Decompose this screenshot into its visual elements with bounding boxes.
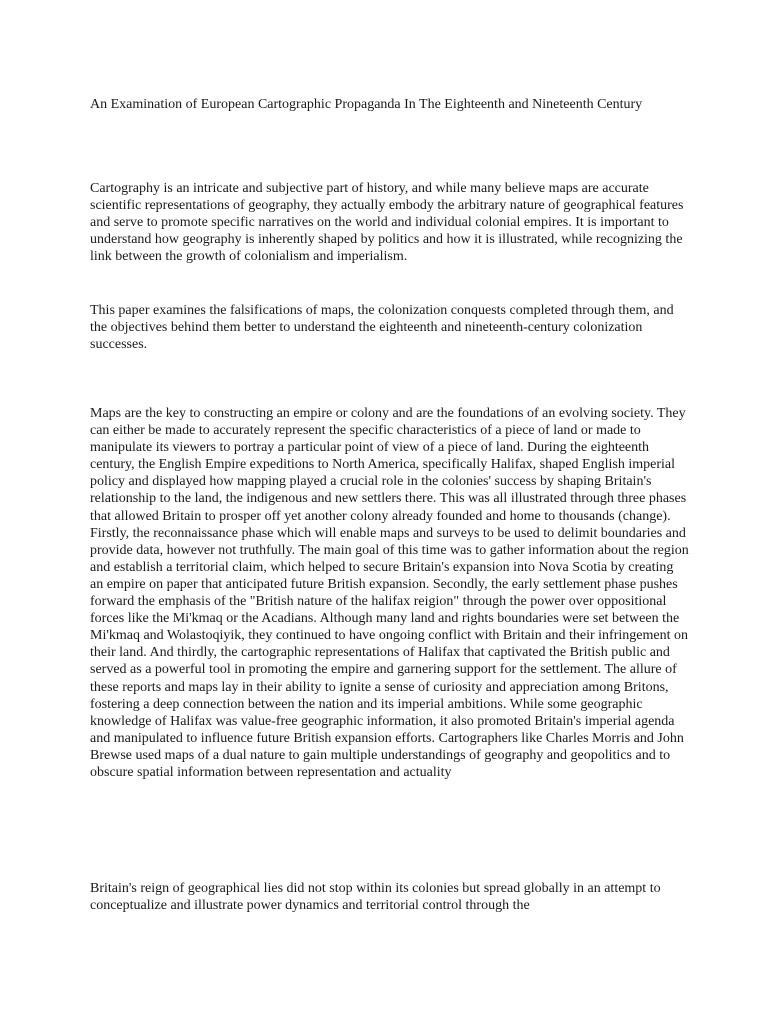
paragraph-introduction: Cartography is an intricate and subjective part of history, and while many believe maps are accurate scientific representations of geography, they actually embody the arbitrary nature of geographical features and serve to promote specific narratives on the world and individual colonial empires. It is important to understand how geography is inherently shaped by politics and how it is illustrated, while recognizing the link between the growth of colonialism and imperialism. bbox=[90, 181, 684, 265]
document-title: An Examination of European Cartographic Propaganda In The Eighteenth and Nineteenth Century bbox=[90, 97, 643, 112]
paragraph-global-lies: Britain's reign of geographical lies did not stop within its colonies but spread globally in an attempt to conceptualize and illustrate power dynamics and territorial control through the bbox=[90, 881, 661, 914]
paragraph-purpose: This paper examines the falsifications of maps, the colonization conquests completed through them, and the objectives behind them better to understand the eighteenth and nineteenth-century colonization successes. bbox=[90, 303, 674, 353]
paragraph-halifax-maps: Maps are the key to constructing an empire or colony and are the foundations of an evolving society. They can either be made to accurately represent the specific characteristics of a piece of land or made to manipulate its viewers to portray a particular point of view of a piece of land. During the eighteenth century, the English Empire expeditions to North America, specifically Halifax, shaped English imperial policy and displayed how mapping played a crucial role in the colonies' success by shaping Britain's relationship to the land, the indigenous and new settlers there. This was all illustrated through three phases that allowed Britain to prosper off yet another colony already founded and home to thousands (change). Firstly, the reconnaissance phase which will enable maps and surveys to be used to delimit boundaries and provide data, however not truthfully. The main goal of this time was to gather information about the region and establish a territorial claim, which helped to secure Britain's expansion into Nova Scotia by creating an empire on paper that anticipated future British expansion. Secondly, the early settlement phase pushes forward the emphasis of the "British nature of the halifax reigion" through the power over oppositional forces like the Mi'kmaq or the Acadians. Although many land and rights boundaries were set between the Mi'kmaq and Wolastoqiyik, they continued to have ongoing conflict with Britain and their infringement on their land. And thirdly, the cartographic representations of Halifax that captivated the British public and served as a powerful tool in promoting the empire and garnering support for the settlement. The allure of these reports and maps lay in their ability to ignite a sense of curiosity and appreciation among Britons, fostering a deep connection between the nation and its imperial ambitions. While some geographic knowledge of Halifax was value-free geographic information, it also promoted Britain's imperial agenda and manipulated to influence future British expansion efforts. Cartographers like Charles Morris and John Brewse used maps of a dual nature to gain multiple understandings of geography and geopolitics and to obscure spatial information between representation and actuality bbox=[90, 406, 689, 780]
